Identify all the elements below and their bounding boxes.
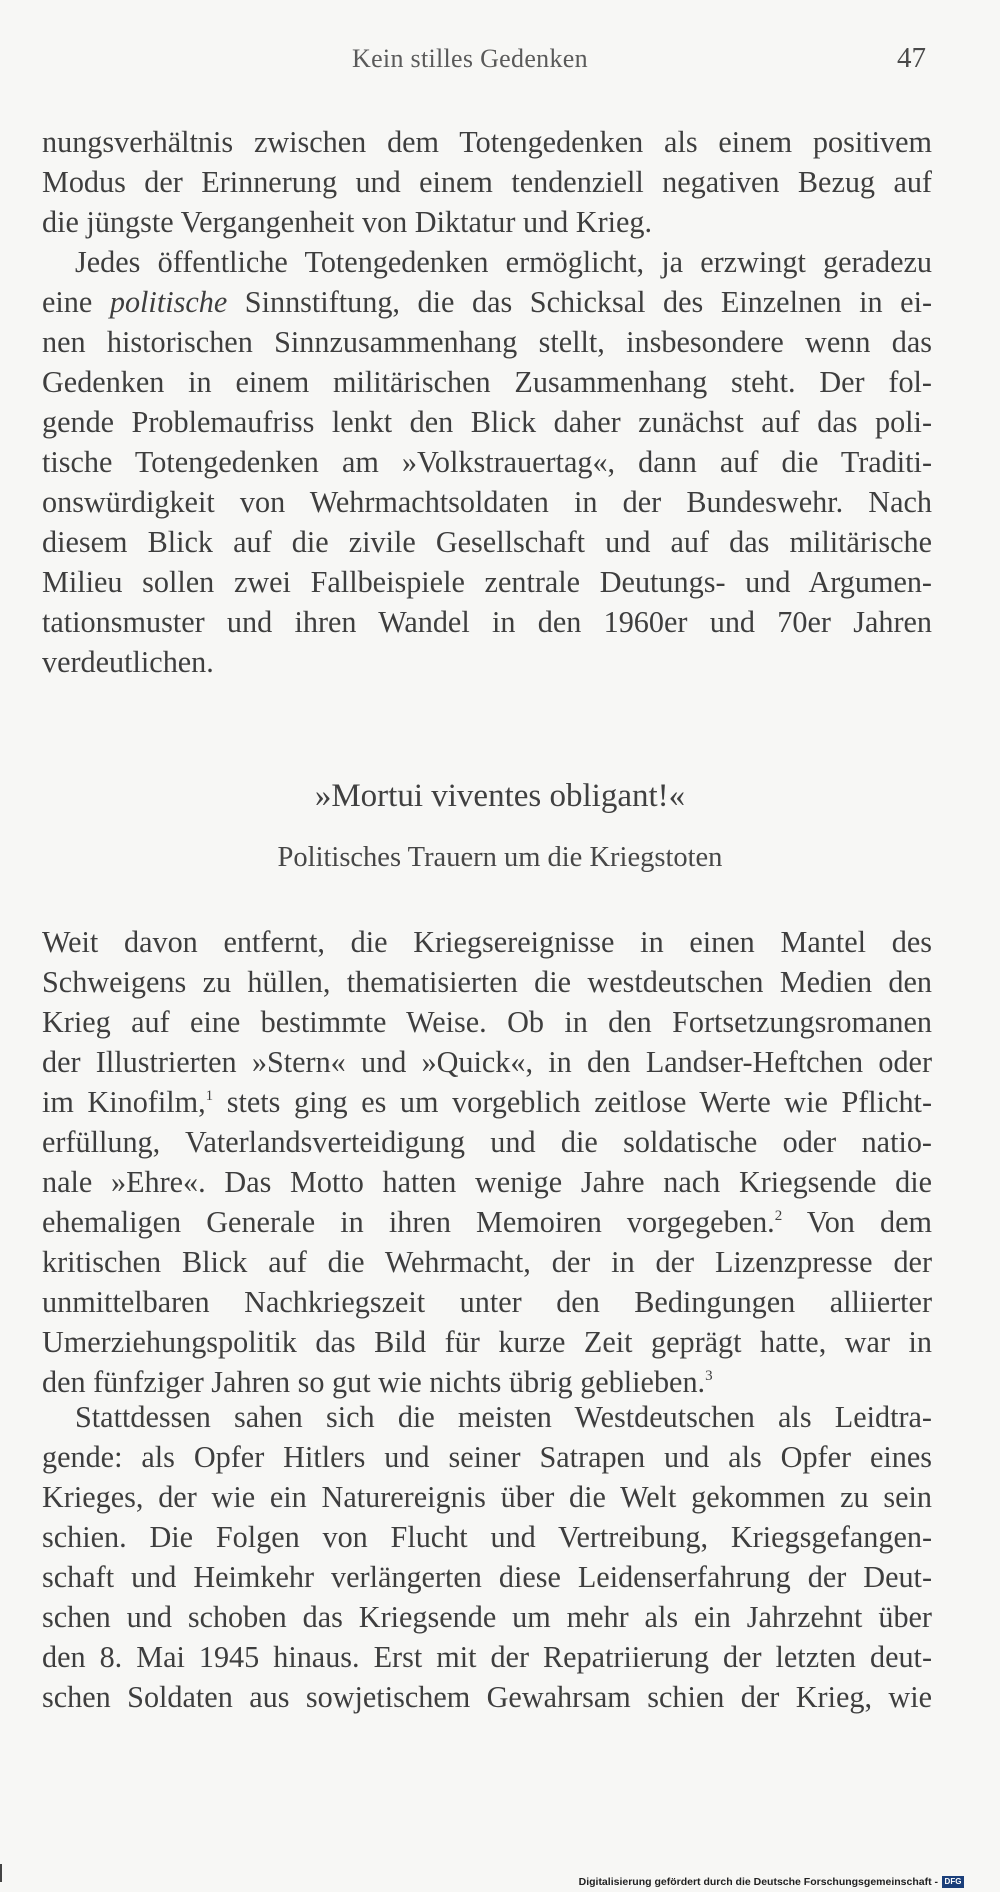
- text-line: Stattdessen sahen sich die meisten Westdeutschen als Leidtra-: [75, 1400, 932, 1434]
- text-line: Schweigens zu hüllen, thematisierten die westdeutschen Medien den: [42, 965, 932, 999]
- text-line: diesem Blick auf die zivile Gesellschaft und auf das militärische: [42, 525, 932, 559]
- text-line: tationsmuster und ihren Wandel in den 1960er und 70er Jahren: [42, 605, 932, 639]
- text-line: die jüngste Vergangenheit von Diktatur und Krieg.: [42, 205, 653, 239]
- footnote-marker[interactable]: 2: [774, 1208, 783, 1224]
- text-line: schen und schoben das Kriegsende um mehr als ein Jahrzehnt über: [42, 1600, 932, 1634]
- emphasis-text: politische: [109, 285, 228, 319]
- paragraph: [42, 922, 932, 1402]
- paragraph: [42, 1397, 932, 1717]
- text-line: [42, 1202, 932, 1242]
- text-line: schaft und Heimkehr verlängerten diese Leidenserfahrung der Deut-: [42, 1560, 932, 1594]
- text-fragment: Von dem: [782, 1205, 932, 1239]
- scan-edge-mark: [0, 1864, 2, 1882]
- section-heading: »Mortui viventes obligant!«: [314, 778, 686, 814]
- text-line: unmittelbaren Nachkriegszeit unter den Bedingungen alliierter: [42, 1285, 932, 1319]
- text-line: [42, 1082, 932, 1122]
- text-line: Jedes öffentliche Totengedenken ermöglicht, ja erzwingt geradezu: [75, 245, 932, 279]
- text-line: Milieu sollen zwei Fallbeispiele zentrale Deutungs- und Argumen-: [42, 565, 932, 599]
- text-line: nungsverhältnis zwischen dem Totengedenken als einem positivem: [42, 125, 932, 159]
- text-line: nale »Ehre«. Das Motto hatten wenige Jahre nach Kriegsende die: [42, 1165, 932, 1199]
- footnote-marker[interactable]: 3: [705, 1368, 713, 1384]
- text-line: erfüllung, Vaterlandsverteidigung und die soldatische oder natio-: [42, 1125, 932, 1159]
- text-line: kritischen Blick auf die Wehrmacht, der in der Lizenzpresse der: [42, 1245, 932, 1279]
- text-line: nen historischen Sinnzusammenhang stellt, insbesondere wenn das: [42, 325, 932, 359]
- text-fragment: eine: [42, 285, 110, 319]
- text-line: tische Totengedenken am »Volkstrauertag«, dann auf die Traditi-: [42, 445, 932, 479]
- digitization-credit: [579, 1876, 964, 1888]
- text-line: onswürdigkeit von Wehrmachtsoldaten in der Bundeswehr. Nach: [42, 485, 932, 519]
- text-fragment: im Kinofilm,: [42, 1085, 206, 1119]
- text-line: Gedenken in einem militärischen Zusammenhang steht. Der fol-: [42, 365, 932, 399]
- text-line: der Illustrierten »Stern« und »Quick«, in den Landser-Heftchen oder: [42, 1045, 932, 1079]
- text-fragment: stets ging es um vorgeblich zeitlose Werte wie Pflicht-: [213, 1085, 932, 1119]
- text-line: Krieges, der wie ein Naturereignis über die Welt gekommen zu sein: [42, 1480, 932, 1514]
- text-line: Umerziehungspolitik das Bild für kurze Zeit geprägt hatte, war in: [42, 1325, 932, 1359]
- running-title: Kein stilles Gedenken: [352, 44, 588, 73]
- text-fragment: den fünfziger Jahren so gut wie nichts übrig geblieben.: [42, 1365, 706, 1399]
- footnote-marker[interactable]: 1: [205, 1088, 214, 1104]
- text-line: Modus der Erinnerung und einem tendenziell negativen Bezug auf: [42, 165, 932, 199]
- text-fragment: ehemaligen Generale in ihren Memoiren vorgegeben.: [42, 1205, 775, 1239]
- text-line: schen Soldaten aus sowjetischem Gewahrsam schien der Krieg, wie: [42, 1680, 932, 1714]
- paragraph: [42, 242, 932, 682]
- credit-text: Digitalisierung gefördert durch die Deutsche Forschungsgemeinschaft -: [578, 1876, 938, 1888]
- text-line: Weit davon entfernt, die Kriegsereignisse in einen Mantel des: [42, 925, 932, 959]
- dfg-logo: DFG: [942, 1876, 964, 1888]
- paragraph-continuation: [42, 122, 932, 242]
- text-line: schien. Die Folgen von Flucht und Vertreibung, Kriegsgefangen-: [42, 1520, 932, 1554]
- text-line: gende: als Opfer Hitlers und seiner Satrapen und als Opfer eines: [42, 1440, 932, 1474]
- text-line: [42, 1362, 932, 1402]
- text-line: Krieg auf eine bestimmte Weise. Ob in den Fortsetzungsromanen: [42, 1005, 932, 1039]
- page-number: 47: [897, 42, 926, 74]
- section-subheading: Politisches Trauern um die Kriegstoten: [277, 842, 723, 873]
- text-line: verdeutlichen.: [42, 645, 214, 679]
- text-line: [42, 282, 932, 322]
- text-line: den 8. Mai 1945 hinaus. Erst mit der Repatriierung der letzten deut-: [42, 1640, 932, 1674]
- text-fragment: Sinnstiftung, die das Schicksal des Einzelnen in ei-: [227, 285, 933, 319]
- running-head: [0, 44, 1000, 84]
- text-line: gende Problemaufriss lenkt den Blick daher zunächst auf das poli-: [42, 405, 932, 439]
